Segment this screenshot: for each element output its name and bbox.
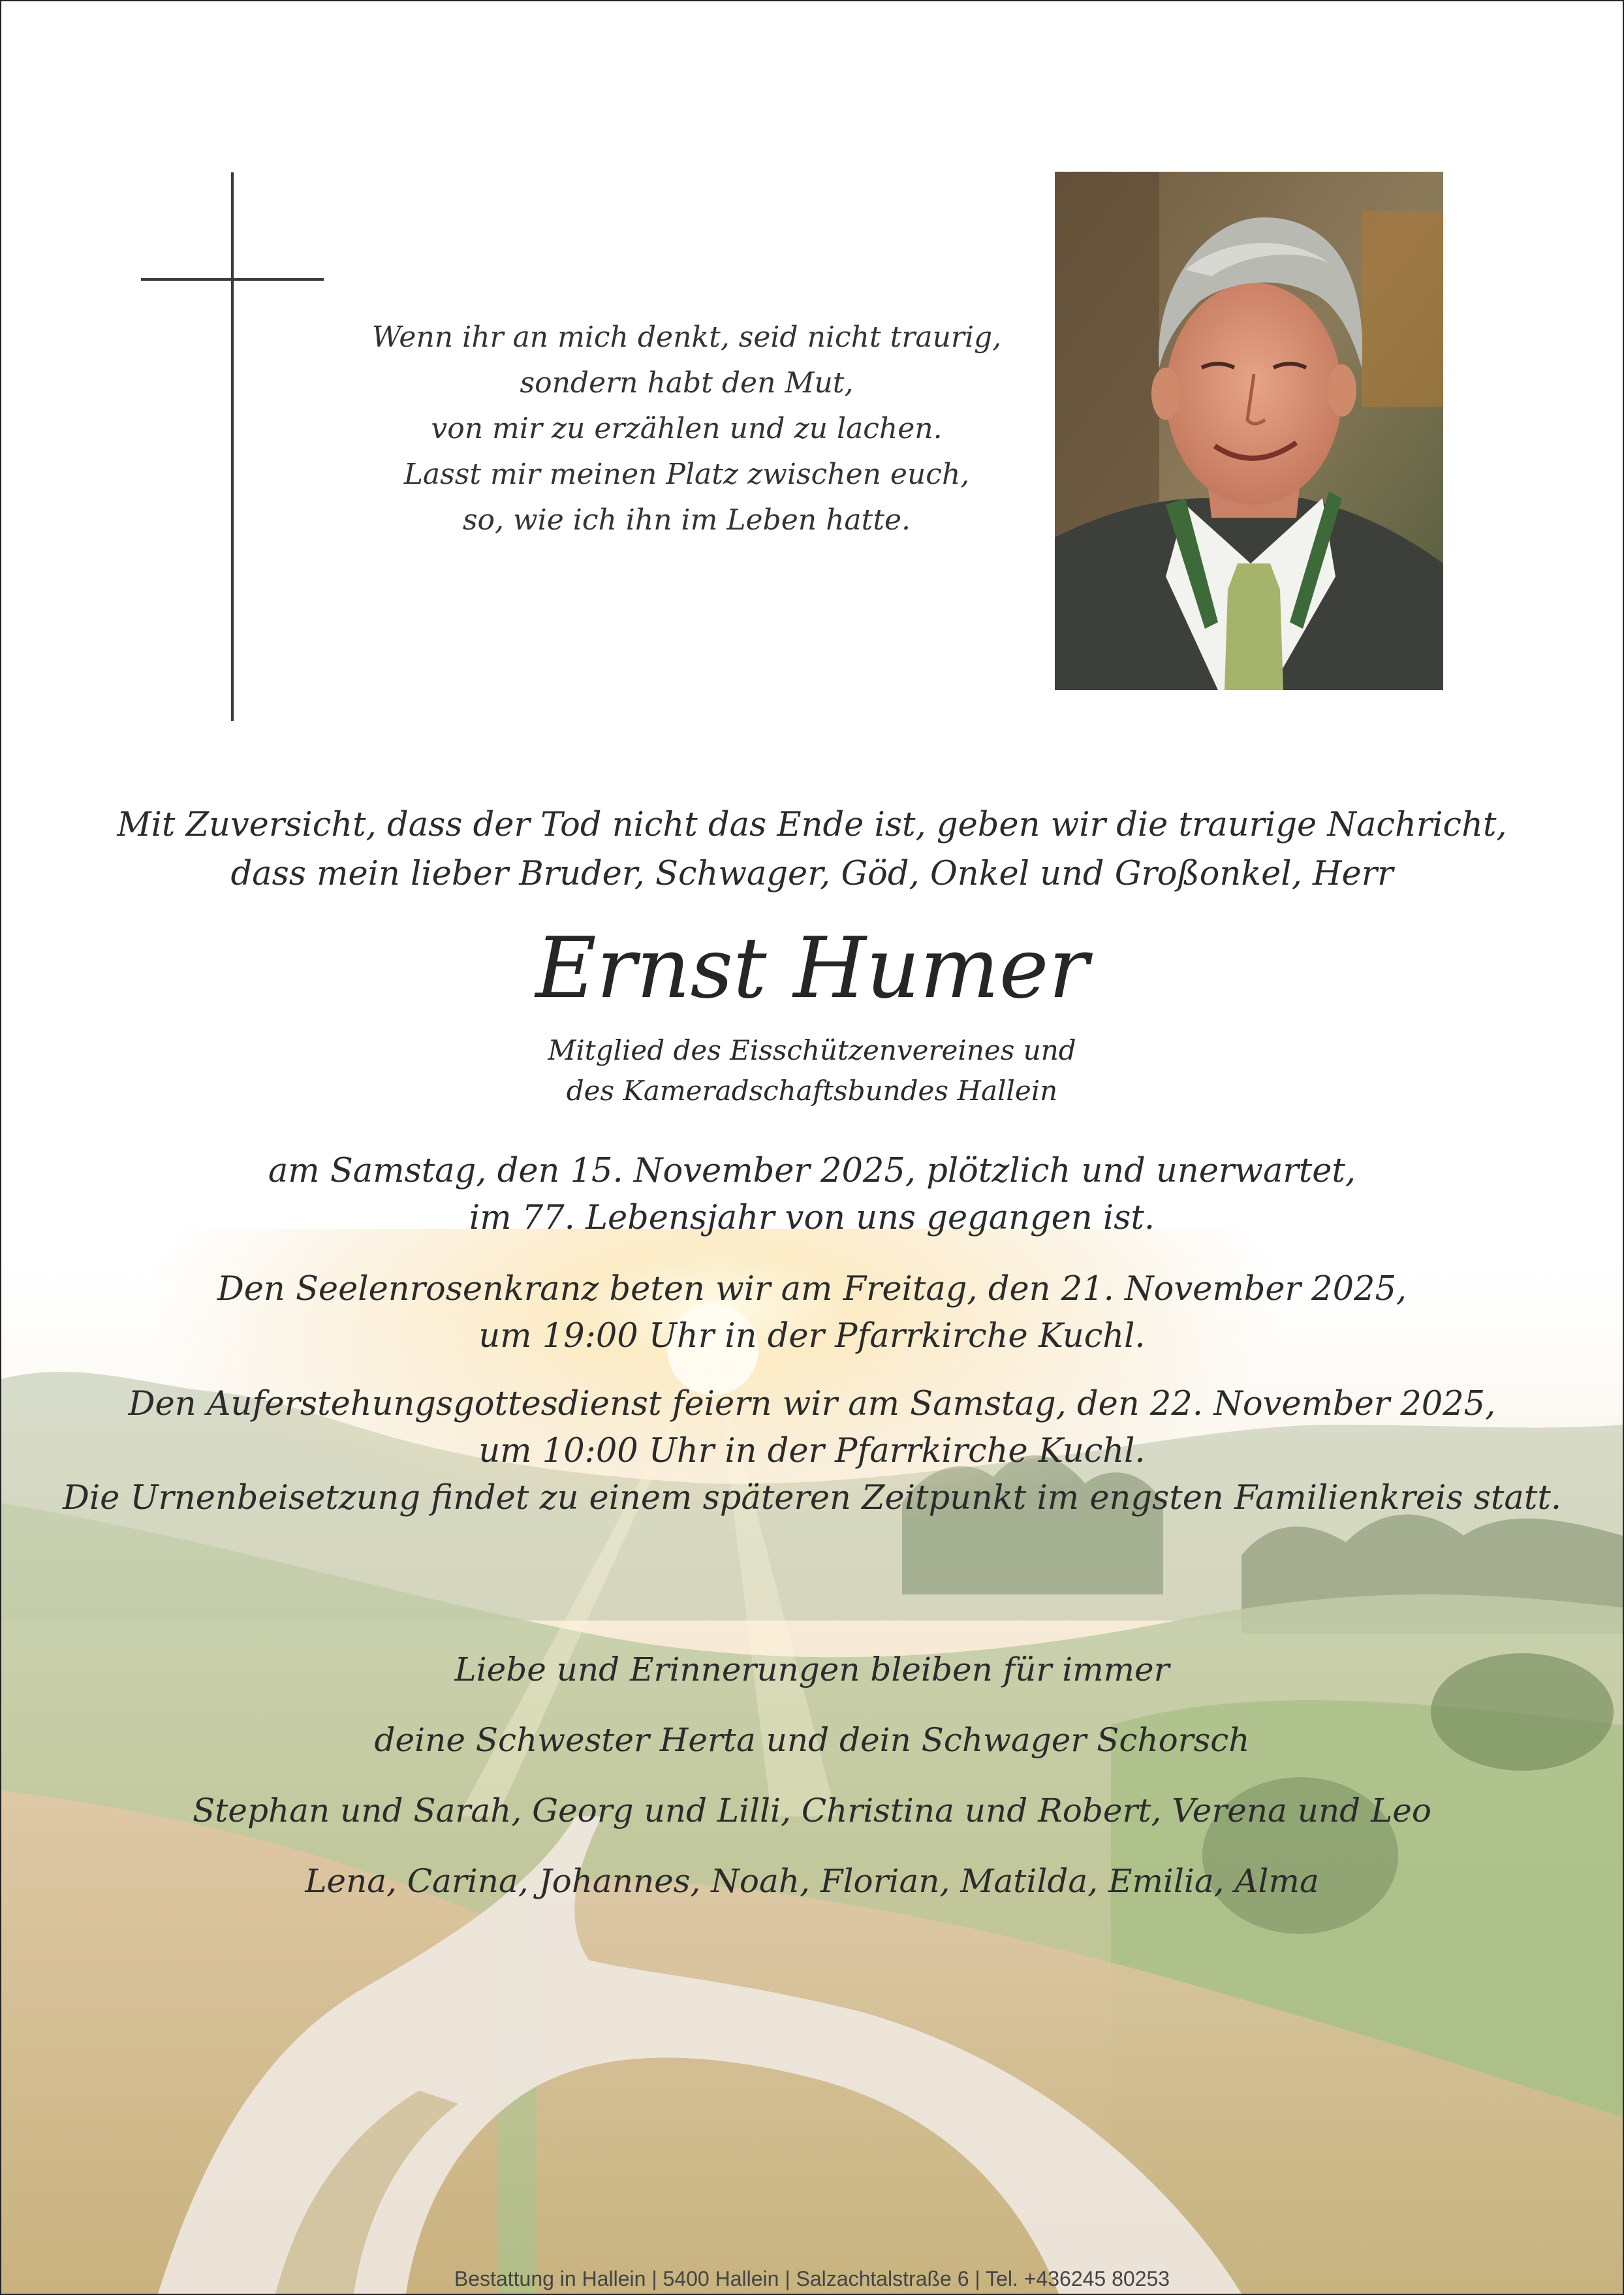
membership-line: Mitglied des Eisschützenvereines und bbox=[548, 1034, 1076, 1066]
deceased-name: Ernst Humer bbox=[535, 920, 1089, 1017]
portrait-photo bbox=[1055, 172, 1443, 690]
memorial-poem bbox=[367, 315, 1007, 543]
announcement-intro bbox=[1, 800, 1623, 898]
cross-horizontal-bar bbox=[141, 278, 324, 281]
rosary-info bbox=[1, 1266, 1623, 1360]
membership-line: des Kameradschaftsbundes Hallein bbox=[566, 1075, 1058, 1107]
family-line: Liebe und Erinnerungen bleiben für immer bbox=[454, 1651, 1170, 1688]
poem-line: so, wie ich ihn im Leben hatte. bbox=[462, 503, 911, 537]
poem-line: von mir zu erzählen und zu lachen. bbox=[431, 412, 943, 445]
family-line: deine Schwester Herta und dein Schwager Schorsch bbox=[374, 1721, 1250, 1759]
funeral-service-info bbox=[1, 1381, 1623, 1522]
funeral-home-footer: Bestattung in Hallein | 5400 Hallein | Salzachtalstraße 6 | Tel. +436245 80253 bbox=[454, 2267, 1170, 2290]
death-notice-line: im 77. Lebensjahr von uns gegangen ist. bbox=[469, 1199, 1155, 1237]
service-line: um 10:00 Uhr in der Pfarrkirche Kuchl. bbox=[478, 1432, 1146, 1470]
service-line: Die Urnenbeisetzung findet zu einem späteren Zeitpunkt im engsten Familienkreis statt. bbox=[62, 1479, 1562, 1517]
intro-line: Mit Zuversicht, dass der Tod nicht das Ende ist, geben wir die traurige Nachricht, bbox=[117, 806, 1507, 844]
death-notice bbox=[1, 1148, 1623, 1242]
poem-line: Wenn ihr an mich denkt, seid nicht traurig, bbox=[371, 321, 1002, 354]
intro-line: dass mein lieber Bruder, Schwager, Göd, Onkel und Großonkel, Herr bbox=[230, 855, 1394, 893]
poem-line: sondern habt den Mut, bbox=[520, 366, 854, 400]
death-notice-line: am Samstag, den 15. November 2025, plötzlich und unerwartet, bbox=[268, 1152, 1356, 1190]
family-line: Stephan und Sarah, Georg und Lilli, Christina und Robert, Verena und Leo bbox=[193, 1792, 1431, 1829]
rosary-line: Den Seelenrosenkranz beten wir am Freitag, den 21. November 2025, bbox=[217, 1270, 1407, 1308]
rosary-line: um 19:00 Uhr in der Pfarrkirche Kuchl. bbox=[478, 1317, 1146, 1355]
service-line: Den Auferstehungsgottesdienst feiern wir am Samstag, den 22. November 2025, bbox=[128, 1385, 1496, 1423]
family-line: Lena, Carina, Johannes, Noah, Florian, Matilda, Emilia, Alma bbox=[305, 1862, 1319, 1900]
cross-vertical-bar bbox=[231, 172, 234, 721]
poem-line: Lasst mir meinen Platz zwischen euch, bbox=[403, 458, 970, 491]
memberships bbox=[1, 1030, 1623, 1111]
family-mourners bbox=[1, 1634, 1623, 1916]
